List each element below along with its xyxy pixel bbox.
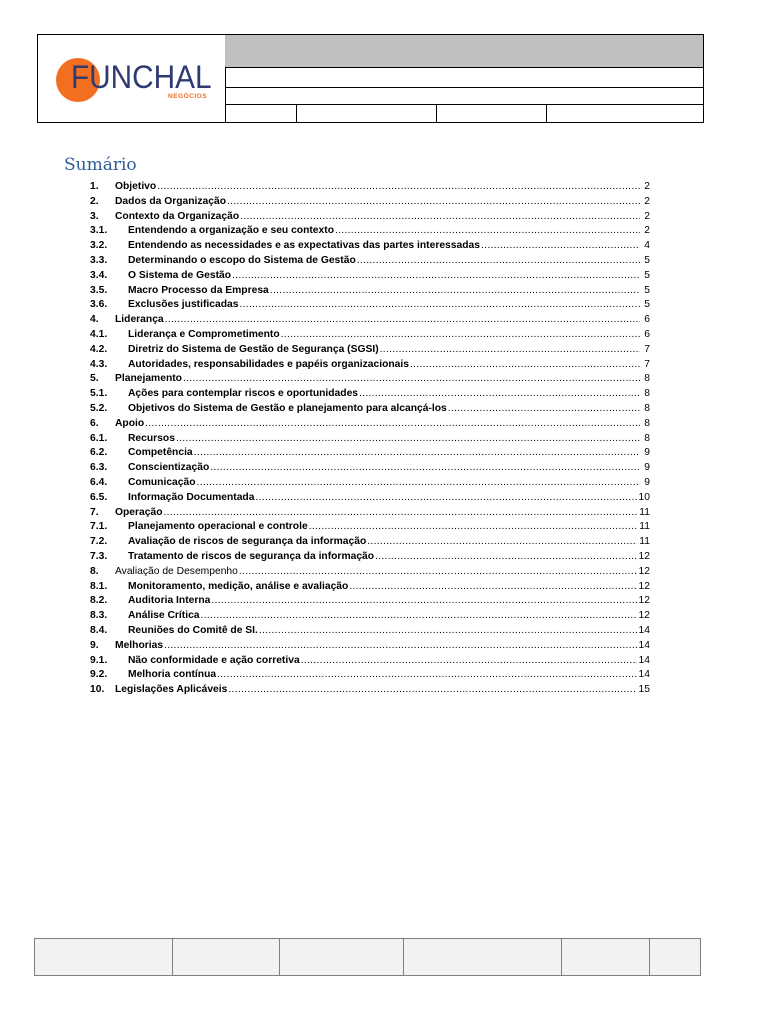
toc-entry-page: 4 (644, 240, 650, 252)
toc-entry-page: 7 (644, 358, 650, 370)
toc-entry[interactable] (90, 624, 650, 639)
toc-entry[interactable] (90, 313, 650, 328)
toc-dot-leader (176, 432, 640, 447)
toc-entry-number: 5. (90, 373, 99, 385)
toc-entry-label: Exclusões justificadas (128, 299, 239, 311)
header-cell-2 (297, 105, 437, 122)
toc-entry-label: Ações para contemplar riscos e oportunidades (128, 388, 359, 400)
toc-entry[interactable] (90, 446, 650, 461)
toc-entry-label: Não conformidade e ação corretiva (128, 654, 300, 666)
toc-entry-label: Macro Processo da Empresa (128, 284, 269, 296)
toc-dot-leader (270, 284, 640, 299)
footer-cell-4 (404, 939, 562, 975)
toc-entry-number: 6.3. (90, 462, 108, 474)
toc-entry[interactable] (90, 328, 650, 343)
toc-entry-page: 2 (644, 225, 650, 237)
toc-entry-number: 8.2. (90, 595, 108, 607)
toc-entry-number: 7.2. (90, 536, 108, 548)
toc-dot-leader (217, 668, 636, 683)
toc-entry-number: 7.1. (90, 521, 108, 533)
toc-entry-page: 14 (638, 669, 650, 681)
toc-entry[interactable] (90, 269, 650, 284)
toc-entry[interactable] (90, 461, 650, 476)
toc-entry[interactable] (90, 372, 650, 387)
toc-entry-label: Melhoria contínua (128, 669, 217, 681)
toc-entry-number: 5.1. (90, 388, 108, 400)
footer-cell-3 (280, 939, 404, 975)
toc-entry-page: 14 (638, 639, 650, 651)
toc-entry-number: 4. (90, 314, 99, 326)
toc-dot-leader (309, 520, 638, 535)
toc-dot-leader (255, 491, 636, 506)
toc-dot-leader (232, 269, 640, 284)
toc-entry[interactable] (90, 195, 650, 210)
toc-entry-number: 6.5. (90, 491, 108, 503)
header-row-3 (225, 88, 703, 105)
toc-entry-number: 7. (90, 506, 99, 518)
toc-dot-leader (349, 580, 636, 595)
toc-entry-label: Liderança (115, 314, 164, 326)
toc-entry[interactable] (90, 654, 650, 669)
toc-entry[interactable] (90, 550, 650, 565)
toc-dot-leader (164, 639, 636, 654)
toc-entry-number: 6. (90, 417, 99, 429)
toc-entry[interactable] (90, 535, 650, 550)
toc-dot-leader (239, 565, 637, 580)
toc-entry[interactable] (90, 491, 650, 506)
toc-dot-leader (481, 239, 640, 254)
document-header (37, 34, 704, 123)
toc-entry-number: 2. (90, 195, 99, 207)
toc-entry[interactable] (90, 594, 650, 609)
toc-entry[interactable] (90, 358, 650, 373)
header-cell-1 (225, 105, 297, 122)
toc-entry-page: 9 (644, 462, 650, 474)
toc-dot-leader (335, 224, 640, 239)
toc-entry-label: Dados da Organização (115, 195, 227, 207)
toc-dot-leader (183, 372, 640, 387)
toc-dot-leader (145, 417, 640, 432)
header-row-4 (225, 105, 703, 122)
toc-entry-label: Liderança e Comprometimento (128, 328, 280, 340)
toc-dot-leader (359, 387, 640, 402)
toc-entry-number: 8.4. (90, 624, 108, 636)
table-of-contents (90, 180, 650, 698)
toc-dot-leader (240, 210, 640, 225)
toc-dot-leader (164, 506, 638, 521)
toc-entry-number: 3.4. (90, 269, 108, 281)
toc-entry-label: Reuniões do Comitê de SI. (128, 624, 258, 636)
toc-entry-number: 3.5. (90, 284, 108, 296)
footer-cell-2 (173, 939, 280, 975)
toc-entry-label: Recursos (128, 432, 175, 444)
toc-entry-label: Determinando o escopo do Sistema de Gestão (128, 254, 356, 266)
toc-dot-leader (301, 654, 637, 669)
toc-entry[interactable] (90, 343, 650, 358)
toc-entry-page: 5 (644, 299, 650, 311)
toc-entry-number: 8. (90, 565, 99, 577)
toc-entry[interactable] (90, 402, 650, 417)
toc-dot-leader (410, 358, 640, 373)
toc-entry[interactable] (90, 683, 650, 698)
toc-entry-label: Objetivos do Sistema de Gestão e planejamento para alcançá-los (128, 402, 447, 414)
toc-entry-number: 4.1. (90, 328, 108, 340)
toc-entry-label: Planejamento operacional e controle (128, 521, 308, 533)
toc-entry-number: 6.1. (90, 432, 108, 444)
toc-entry-page: 7 (644, 343, 650, 355)
toc-entry-label: Avaliação de Desempenho (115, 565, 238, 577)
toc-entry-page: 6 (644, 328, 650, 340)
toc-dot-leader (165, 313, 640, 328)
toc-entry-number: 6.4. (90, 476, 108, 488)
toc-entry-number: 6.2. (90, 447, 108, 459)
header-row-2 (225, 68, 703, 88)
toc-entry-page: 5 (644, 284, 650, 296)
toc-entry-page: 12 (638, 610, 650, 622)
toc-entry-page: 12 (638, 580, 650, 592)
toc-entry-label: Informação Documentada (128, 491, 255, 503)
toc-entry-page: 8 (644, 432, 650, 444)
toc-entry-label: O Sistema de Gestão (128, 269, 232, 281)
toc-entry-page: 2 (644, 195, 650, 207)
toc-entry-number: 4.2. (90, 343, 108, 355)
toc-entry-label: Análise Crítica (128, 610, 200, 622)
toc-entry-number: 4.3. (90, 358, 108, 370)
toc-entry-number: 10. (90, 684, 105, 696)
toc-entry[interactable] (90, 224, 650, 239)
toc-entry-number: 3.6. (90, 299, 108, 311)
toc-entry-page: 12 (638, 550, 650, 562)
toc-entry-label: Competência (128, 447, 193, 459)
toc-entry[interactable] (90, 520, 650, 535)
toc-entry-page: 12 (638, 565, 650, 577)
toc-entry[interactable] (90, 180, 650, 195)
toc-entry[interactable] (90, 639, 650, 654)
toc-entry-label: Entendendo as necessidades e as expectativas das partes interessadas (128, 240, 480, 252)
toc-entry-number: 3. (90, 210, 99, 222)
toc-dot-leader (380, 343, 640, 358)
toc-entry[interactable] (90, 298, 650, 313)
toc-dot-leader (194, 446, 640, 461)
toc-entry[interactable] (90, 239, 650, 254)
toc-entry-label: Objetivo (115, 181, 157, 192)
toc-entry-page: 14 (638, 654, 650, 666)
toc-entry-label: Melhorias (115, 639, 164, 651)
toc-entry-label: Contexto da Organização (115, 210, 240, 222)
toc-entry-label: Auditoria Interna (128, 595, 211, 607)
toc-entry-page: 10 (638, 491, 650, 503)
toc-entry-label: Tratamento de riscos de segurança da informação (128, 550, 375, 562)
toc-dot-leader (201, 609, 637, 624)
toc-entry-number: 8.3. (90, 610, 108, 622)
toc-entry-label: Conscientização (128, 462, 210, 474)
logo-wordmark: FUNCHAL (71, 59, 212, 95)
toc-entry[interactable] (90, 609, 650, 624)
header-cell-3 (437, 105, 547, 122)
toc-entry-page: 2 (644, 210, 650, 222)
toc-entry-label: Operação (115, 506, 163, 518)
toc-entry[interactable] (90, 417, 650, 432)
toc-entry-page: 2 (644, 181, 650, 192)
header-title-cell (225, 35, 703, 68)
funchal-logo (56, 58, 221, 104)
toc-entry-label: Autoridades, responsabilidades e papéis organizacionais (128, 358, 409, 370)
toc-entry-page: 12 (638, 595, 650, 607)
toc-dot-leader (228, 683, 636, 698)
toc-entry-label: Apoio (115, 417, 145, 429)
toc-entry[interactable] (90, 476, 650, 491)
toc-entry-page: 5 (644, 254, 650, 266)
toc-entry[interactable] (90, 210, 650, 225)
toc-entry-number: 3.3. (90, 254, 108, 266)
toc-entry-number: 1. (90, 181, 99, 192)
toc-entry[interactable] (90, 668, 650, 683)
toc-entry-number: 5.2. (90, 402, 108, 414)
toc-entry-number: 7.3. (90, 550, 108, 562)
toc-dot-leader (375, 550, 636, 565)
toc-dot-leader (448, 402, 640, 417)
toc-entry-page: 8 (644, 417, 650, 429)
toc-entry[interactable] (90, 387, 650, 402)
toc-dot-leader (367, 535, 637, 550)
toc-entry-page: 11 (639, 506, 650, 518)
toc-entry[interactable] (90, 284, 650, 299)
toc-entry-number: 3.2. (90, 240, 108, 252)
toc-entry-label: Entendendo a organização e seu contexto (128, 225, 334, 237)
toc-entry-label: Monitoramento, medição, análise e avaliação (128, 580, 349, 592)
toc-entry[interactable] (90, 580, 650, 595)
toc-entry[interactable] (90, 432, 650, 447)
toc-entry-number: 8.1. (90, 580, 108, 592)
toc-dot-leader (197, 476, 640, 491)
toc-entry-page: 8 (644, 388, 650, 400)
toc-entry-page: 9 (644, 447, 650, 459)
toc-entry-page: 8 (644, 373, 650, 385)
toc-entry-label: Legislações Aplicáveis (115, 684, 228, 696)
toc-entry-page: 8 (644, 402, 650, 414)
toc-entry-page: 6 (644, 314, 650, 326)
toc-entry-page: 11 (639, 521, 650, 533)
toc-entry-page: 9 (644, 476, 650, 488)
toc-dot-leader (227, 195, 640, 210)
toc-dot-leader (239, 298, 640, 313)
toc-entry-label: Diretriz do Sistema de Gestão de Segurança (SGSI) (128, 343, 379, 355)
toc-dot-leader (210, 461, 640, 476)
document-footer (34, 938, 701, 976)
footer-cell-1 (35, 939, 173, 975)
toc-entry-label: Avaliação de riscos de segurança da informação (128, 536, 367, 548)
toc-entry[interactable] (90, 254, 650, 269)
toc-entry-page: 14 (638, 624, 650, 636)
toc-entry[interactable] (90, 506, 650, 521)
toc-entry[interactable] (90, 565, 650, 580)
toc-dot-leader (281, 328, 640, 343)
toc-dot-leader (259, 624, 637, 639)
toc-entry-page: 15 (638, 684, 650, 696)
toc-entry-label: Planejamento (115, 373, 182, 385)
toc-entry-number: 9.2. (90, 669, 108, 681)
toc-dot-leader (157, 180, 640, 195)
footer-cell-5 (562, 939, 650, 975)
toc-entry-number: 9. (90, 639, 99, 651)
toc-entry-number: 3.1. (90, 225, 108, 237)
logo-subtext: NEGÓCIOS (168, 93, 208, 100)
toc-entry-number: 9.1. (90, 654, 108, 666)
toc-entry-label: Comunicação (128, 476, 196, 488)
toc-title: Sumário (64, 155, 137, 175)
toc-dot-leader (211, 594, 636, 609)
toc-dot-leader (357, 254, 640, 269)
logo-cell (38, 35, 226, 122)
toc-entry-page: 11 (639, 536, 650, 548)
toc-entry-page: 5 (644, 269, 650, 281)
